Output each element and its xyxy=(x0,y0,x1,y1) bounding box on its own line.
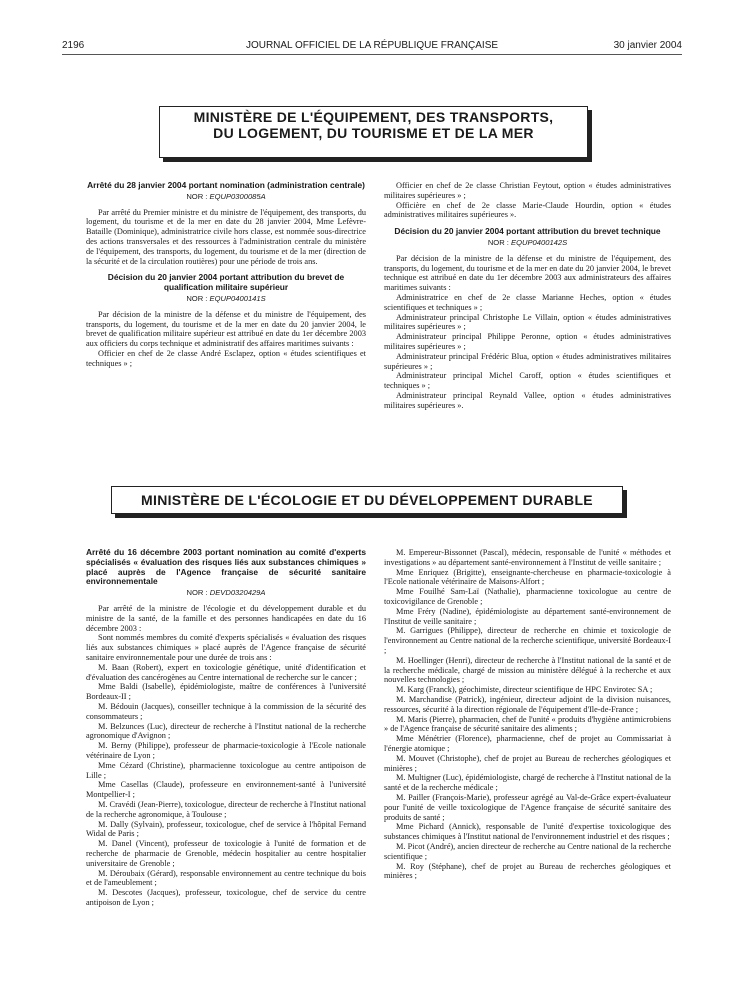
column-4 xyxy=(384,548,671,881)
paragraph: M. Danel (Vincent), professeur de toxicologie à l'unité de formation et de recherche de pharmacie de Grenoble, médecin hospitalier au centre hospitalier universitaire de Grenoble ; xyxy=(86,839,366,868)
paragraph: Administrateur principal Reynald Vallee, option « études administratives militaires supérieures ». xyxy=(384,390,671,410)
paragraph: Par décision de la ministre de la défense et du ministre de l'équipement, des transports, du logement, du tourisme et de la mer en date du 20 janvier 2004, le brevet technique est attribué en date du 1er décembre 2003 aux administrateurs des affaires maritimes suivants : xyxy=(384,253,671,293)
column-1 xyxy=(86,181,366,369)
paragraph: Mme Casellas (Claude), professeure en environnement-santé à l'université Montpellier-I ; xyxy=(86,780,366,800)
paragraph: Officier en chef de 2e classe André Esclapez, option « études scientifiques et techniques » ; xyxy=(86,348,366,368)
paragraph: M. Déroubaix (Gérard), responsable environnement au centre technique du bois et de l'ameublement ; xyxy=(86,868,366,888)
article-title: Arrêté du 28 janvier 2004 portant nomination (administration centrale) xyxy=(87,180,365,190)
paragraph: Par arrêté du Premier ministre et du ministre de l'équipement, des transports, du logement, du tourisme et de la mer en date du 28 janvier 2004, Mme Lefèvre-Bataille (Dominique), administratrice civile hors classe, est nommée sous-directrice des actions transversales et des ressources à l'administration centrale du ministère de l'équipement, des transports, du logement, du tourisme et de la mer (direction de la sécurité et de la circulation routières) pour une période de trois ans. xyxy=(86,207,366,266)
ministry-title-line-2: DU LOGEMENT, DU TOURISME ET DE LA MER xyxy=(213,125,534,141)
page-header xyxy=(62,40,682,55)
paragraph: Officier en chef de 2e classe Christian Feytout, option « études administratives militaires supérieures » ; xyxy=(384,181,671,200)
paragraph: M. Empereur-Bissonnet (Pascal), médecin, responsable de l'unité « méthodes et investigations » au département santé-environnement à l'Institut de veille sanitaire ; xyxy=(384,548,671,567)
paragraph: Mme Cézard (Christine), pharmacienne toxicologue au centre antipoison de Lille ; xyxy=(86,760,366,780)
paragraph: Administrateur principal Christophe Le Villain, option « études administratives militaires supérieures » ; xyxy=(384,312,671,332)
ministry-equipement-banner xyxy=(159,106,588,158)
paragraph: Officière en chef de 2e classe Marie-Claude Hourdin, option « études administratives militaires supérieures ». xyxy=(384,200,671,220)
paragraph: Administrateur principal Michel Caroff, option « études scientifiques et techniques » ; xyxy=(384,371,671,391)
ministry-ecologie-banner xyxy=(111,486,623,514)
paragraph: M. Picot (André), ancien directeur de recherche au Centre national de la recherche scientifique ; xyxy=(384,841,671,861)
nor-reference: NOR : DEVD0320429A xyxy=(186,588,266,598)
paragraph: Administrateur principal Frédéric Blua, option « études administratives militaires supérieures » ; xyxy=(384,351,671,371)
paragraph: M. Maris (Pierre), pharmacien, chef de l'unité « produits d'hygiène antimicrobiens » de l'Agence française de sécurité sanitaire des aliments ; xyxy=(384,714,671,734)
paragraph: Mme Fouilhé Sam-Laï (Nathalie), pharmacienne toxicologue au centre de toxicovigilance de Grenoble ; xyxy=(384,587,671,606)
paragraph: M. Marchandise (Patrick), ingénieur, directeur adjoint de la division nuisances, ressources, sécurité à la direction régionale de l'équipement d'Ile-de-France ; xyxy=(384,694,671,714)
issue-date: 30 janvier 2004 xyxy=(613,40,682,51)
paragraph: Mme Ménétrier (Florence), pharmacienne, chef de projet au Commissariat à l'énergie atomique ; xyxy=(384,734,671,753)
column-3 xyxy=(86,548,366,908)
paragraph: M. Cravédi (Jean-Pierre), toxicologue, directeur de recherche à l'Institut national de la recherche agronomique, à Toulouse ; xyxy=(86,799,366,819)
paragraph: Par arrêté de la ministre de l'écologie et du développement durable et du ministre de la santé, de la famille et des personnes handicapées en date du 16 décembre 2003 : xyxy=(86,603,366,633)
paragraph: M. Mouvet (Christophe), chef de projet au Bureau de recherches géologiques et minières ; xyxy=(384,753,671,773)
paragraph: M. Roy (Stéphane), chef de projet au Bureau de recherches géologiques et minières ; xyxy=(384,861,671,881)
article-title: Décision du 20 janvier 2004 portant attribution du brevet technique xyxy=(394,226,661,237)
article-title: Arrêté du 16 décembre 2003 portant nomination au comité d'experts spécialisés « évaluation des risques liés aux substances chimiques » placé auprès de l'Agence française de sécurité sanitaire environnementale xyxy=(86,547,366,587)
paragraph: Administratrice en chef de 2e classe Marianne Heches, option « études scientifiques et techniques » ; xyxy=(384,292,671,312)
paragraph: M. Pailler (François-Marie), professeur agrégé au Val-de-Grâce expert-évaluateur pour l'unité de veille toxicologique de l'Agence française de sécurité sanitaire des produits de santé ; xyxy=(384,792,671,822)
paragraph: M. Multigner (Luc), épidémiologiste, chargé de recherche à l'Institut national de la santé et de la recherche médicale ; xyxy=(384,773,671,793)
paragraph: Administrateur principal Philippe Peronne, option « études administratives militaires supérieures » ; xyxy=(384,332,671,351)
paragraph: M. Bédouin (Jacques), conseiller technique à la commission de la sécurité des consommateurs ; xyxy=(86,701,366,721)
paragraph: Mme Baldi (Isabelle), épidémiologiste, maître de conférences à l'université Bordeaux-II ; xyxy=(86,682,366,702)
paragraph: Par décision de la ministre de la défense et du ministre de l'équipement, des transports, du logement, du tourisme et de la mer en date du 20 janvier 2004, le brevet de qualification militaire supérieur est attribué en date du 1er décembre 2003 aux officiers du corps technique et administratif des affaires maritimes suivants : xyxy=(86,309,366,349)
paragraph: M. Berny (Philippe), professeur de pharmacie-toxicologie à l'Ecole nationale vétérinaire de Lyon ; xyxy=(86,741,366,760)
ministry-title: MINISTÈRE DE L'ÉCOLOGIE ET DU DÉVELOPPEMENT DURABLE xyxy=(141,492,593,508)
paragraph: M. Dally (Sylvain), professeur, toxicologue, chef de service à l'hôpital Fernand Widal de Paris ; xyxy=(86,819,366,839)
paragraph: M. Hoellinger (Henri), directeur de recherche à l'Institut national de la santé et de la recherche médicale, chargé de mission au ministère délégué à la recherche et aux nouvelles technologies ; xyxy=(384,655,671,685)
page-number: 2196 xyxy=(62,40,85,51)
paragraph: Mme Enriquez (Brigitte), enseignante-chercheuse en pharmacie-toxicologie à l'Ecole nationale vétérinaire de Maisons-Alfort ; xyxy=(384,567,671,587)
paragraph: M. Karg (Franck), géochimiste, directeur scientifique de HPC Envirotec SA ; xyxy=(396,685,653,695)
article-title: Décision du 20 janvier 2004 portant attribution du brevet de qualification militaire supérieur xyxy=(107,272,345,293)
paragraph: Mme Fréry (Nadine), épidémiologiste au département santé-environnement de l'Institut de veille sanitaire ; xyxy=(384,606,671,626)
paragraph: M. Baan (Robert), expert en toxicologie génétique, unité d'identification et d'évaluation des cancérogènes au Centre international de recherche sur le cancer ; xyxy=(86,662,366,682)
paragraph: M. Garrigues (Philippe), directeur de recherche en chimie et toxicologie de l'environnement au Centre national de la recherche scientifique, université Bordeaux-I ; xyxy=(384,626,671,655)
column-2 xyxy=(384,181,671,411)
nor-reference: NOR : EQUP0400141S xyxy=(186,293,266,303)
nor-reference: NOR : EQUP0300085A xyxy=(186,191,266,201)
paragraph: Sont nommés membres du comité d'experts spécialisés « évaluation des risques liés aux substances chimiques » placé auprès de l'Agence française de sécurité sanitaire environnementale pour une durée de trois ans : xyxy=(86,633,366,662)
paragraph: Mme Pichard (Annick), responsable de l'unité d'expertise toxicologique des substances chimiques à l'Institut national de l'environnement industriel et des risques ; xyxy=(384,822,671,842)
nor-reference: NOR : EQUP0400142S xyxy=(487,237,568,247)
ministry-title-line-1: MINISTÈRE DE L'ÉQUIPEMENT, DES TRANSPORTS, xyxy=(193,109,554,125)
paragraph: M. Descotes (Jacques), professeur, toxicologue, chef de service du centre antipoison de Lyon ; xyxy=(86,888,366,907)
paragraph: M. Belzunces (Luc), directeur de recherche à l'Institut national de la recherche agronomique d'Avignon ; xyxy=(86,721,366,741)
journal-title: JOURNAL OFFICIEL DE LA RÉPUBLIQUE FRANÇAISE xyxy=(245,40,499,51)
